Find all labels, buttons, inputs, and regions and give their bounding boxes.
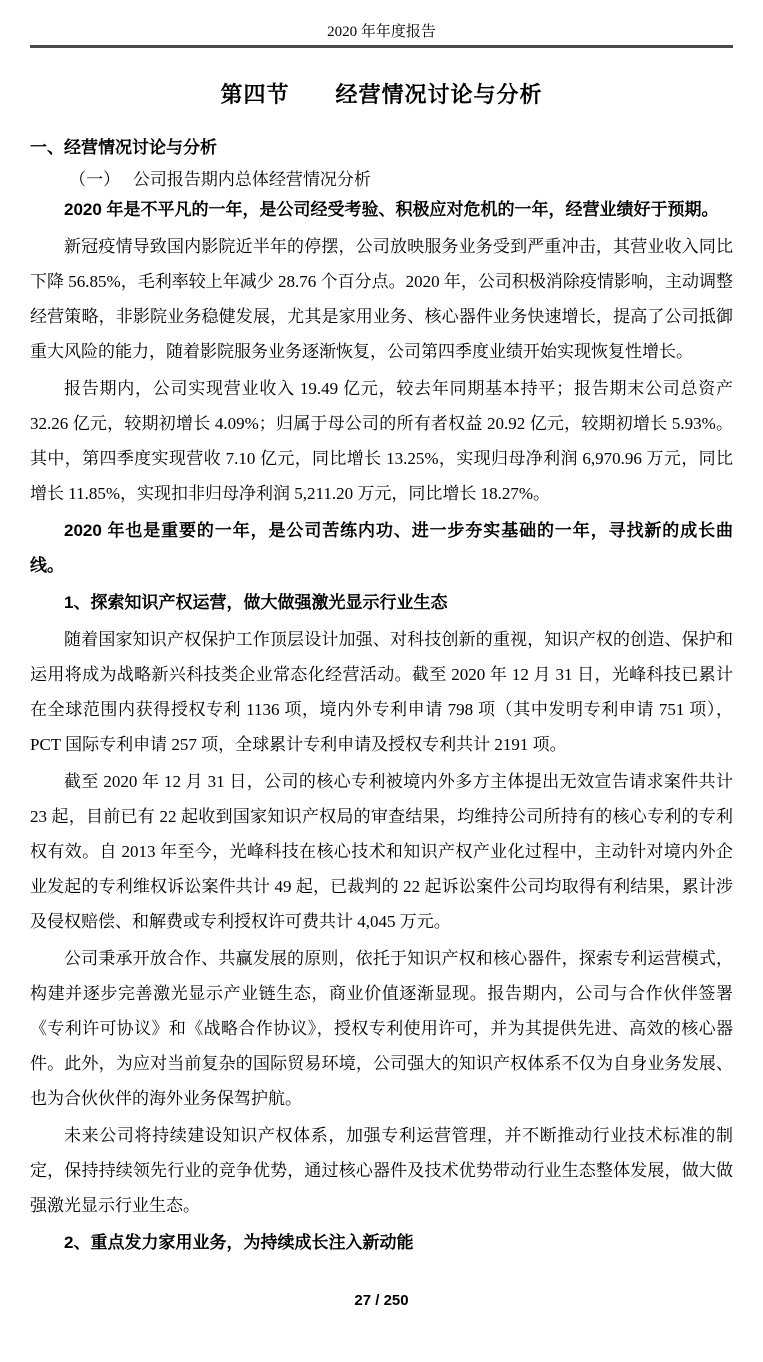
paragraph-ip-litigation: 截至 2020 年 12 月 31 日，公司的核心专利被境内外多方主体提出无效宣告请求案件共计 23 起，目前已有 22 起收到国家知识产权局的审查结果，均维持公司所持有的核心专利的专利权有效。自 2013 年至今，光峰科技在核心技术和知识产权产业化过程中，主动针对境内外企业发起的专利维权诉讼案件共计 49 起，已裁判的 22 起诉讼案件公司均取得有利结果，累计涉及侵权赔偿、和解费或专利授权许可费共计 4,045 万元。 [30,772,733,931]
highlight-paragraph-foundation: 2020 年也是重要的一年，是公司苦练内功、进一步夯实基础的一年，寻找新的成长曲线。 [30,521,733,575]
paragraph-pandemic-impact: 新冠疫情导致国内影院近半年的停摆，公司放映服务业务受到严重冲击，其营业收入同比下降 56.85%，毛利率较上年减少 28.76 个百分点。2020 年，公司积极消除疫情影响，主动调整经营策略，非影院业务稳健发展，尤其是家用业务、核心器件业务快速增长，提高了公司抵御重大风险的能力，随着影院服务业务逐渐恢复，公司第四季度业绩开始实现恢复性增长。 [30,237,733,361]
paragraph-ip-overview: 随着国家知识产权保护工作顶层设计加强、对科技创新的重视，知识产权的创造、保护和运用将成为战略新兴科技类企业常态化经营活动。截至 2020 年 12 月 31 日，光峰科技已累计在全球范围内获得授权专利 1136 项，境内外专利申请 798 项（其中发明专利申请 751 项），PCT 国际专利申请 257 项，全球累计专利申请及授权专利共计 2191 项。 [30,630,733,754]
page-number: 27 / 250 [354,1292,409,1309]
paragraph-financial-results: 报告期内，公司实现营业收入 19.49 亿元，较去年同期基本持平；报告期末公司总资产 32.26 亿元，较期初增长 4.09%；归属于母公司的所有者权益 20.92 亿元，较期初增长 5.93%。其中，第四季度实现营收 7.10 亿元，同比增长 13.25%，实现归母净利润 6,970.96 万元，同比增长 11.85%，实现扣非归母净利润 5,211.20 万元，同比增长 18.27%。 [30,379,733,503]
section-heading-operation-analysis: 一、经营情况讨论与分析 [30,138,217,157]
subsection-heading-overall-analysis: （一） 公司报告期内总体经营情况分析 [69,170,371,189]
paragraph-ip-cooperation: 公司秉承开放合作、共赢发展的原则，依托于知识产权和核心器件，探索专利运营模式，构建并逐步完善激光显示产业链生态，商业价值逐渐显现。报告期内，公司与合作伙伴签署《专利许可协议》和《战略合作协议》，授权专利使用许可，并为其提供先进、高效的核心器件。此外，为应对当前复杂的国际贸易环境，公司强大的知识产权体系不仅为自身业务发展、也为合伙伙伴的海外业务保驾护航。 [30,949,733,1108]
page-footer [0,1292,763,1310]
highlight-paragraph-year-review: 2020 年是不平凡的一年，是公司经受考验、积极应对危机的一年，经营业绩好于预期。 [64,200,719,219]
subheading-ip-operation: 1、探索知识产权运营，做大做强激光显示行业生态 [64,593,448,612]
header-divider [30,45,733,48]
document-body [0,136,763,1260]
running-header-title: 2020 年年度报告 [327,24,436,40]
chapter-title: 第四节 经营情况讨论与分析 [220,82,543,107]
paragraph-ip-future: 未来公司将持续建设知识产权体系，加强专利运营管理，并不断推动行业技术标准的制定，保持持续领先行业的竞争优势，通过核心器件及技术优势带动行业生态整体发展，做大做强激光显示行业生态。 [30,1126,733,1215]
subheading-home-business: 2、重点发力家用业务，为持续成长注入新动能 [64,1233,414,1252]
